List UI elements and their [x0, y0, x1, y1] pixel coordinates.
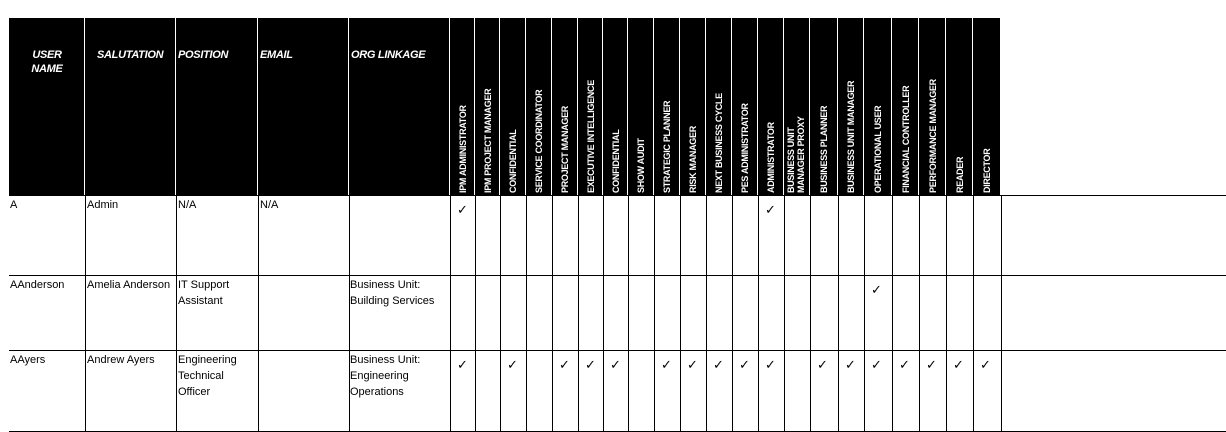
cell-username: AAnderson — [10, 279, 65, 291]
header-role-label: READER — [954, 156, 965, 193]
check-mark-icon: ✓ — [661, 357, 672, 372]
header-role — [578, 18, 603, 195]
grid-vline — [864, 195, 865, 431]
header-role — [919, 18, 946, 195]
header-role-label: CONFIDENTIAL — [508, 129, 518, 193]
grid-vline — [784, 195, 785, 431]
header-role — [784, 18, 810, 195]
header-role-label: EXECUTIVE INTELLIGENCE — [585, 80, 596, 193]
grid-vline — [578, 195, 579, 431]
header-salutation-label: SALUTATION — [97, 49, 164, 61]
header-position-label: POSITION — [178, 49, 229, 61]
header-role — [552, 18, 578, 195]
check-mark-icon: ✓ — [845, 357, 856, 372]
grid-vline — [973, 195, 974, 431]
check-mark-icon: ✓ — [765, 202, 776, 217]
check-mark-icon: ✓ — [687, 357, 698, 372]
header-role — [864, 18, 892, 195]
grid-hline — [9, 195, 1226, 196]
check-mark-icon: ✓ — [610, 357, 621, 372]
check-mark-icon: ✓ — [926, 357, 937, 372]
header-role-label: PERFORMANCE MANAGER — [927, 79, 938, 193]
grid-vline — [946, 195, 947, 431]
header-role-label: SHOW AUDIT — [636, 138, 646, 193]
header-username — [9, 18, 85, 195]
header-role-label: BUSINESS UNIT MANAGER — [846, 80, 856, 193]
header-role-label: OPERATIONAL USER — [873, 105, 883, 193]
grid-vline — [758, 195, 759, 431]
grid-vline — [603, 195, 604, 431]
grid-vline — [450, 195, 451, 431]
grid-vline — [654, 195, 655, 431]
grid-vline — [176, 195, 177, 431]
check-mark-icon: ✓ — [457, 202, 468, 217]
check-mark-icon: ✓ — [817, 357, 828, 372]
grid-vline — [706, 195, 707, 431]
cell-position: Engineering Technical Officer — [178, 354, 237, 398]
grid-hline — [9, 275, 1226, 276]
check-mark-icon: ✓ — [899, 357, 910, 372]
header-role-label: BUSINESS PLANNER — [819, 105, 829, 193]
grid-hline — [9, 350, 1226, 351]
cell-org: Business Unit: Engineering Operations — [350, 354, 421, 398]
header-role-label: IPM ADMINISTRATOR — [457, 105, 468, 193]
header-role — [628, 18, 654, 195]
header-role — [654, 18, 680, 195]
grid-vline — [85, 195, 86, 431]
header-role-label: PROJECT MANAGER — [560, 105, 570, 193]
grid-vline — [500, 195, 501, 431]
grid-vline — [732, 195, 733, 431]
header-role — [810, 18, 838, 195]
grid-vline — [680, 195, 681, 431]
header-role — [706, 18, 732, 195]
header-org — [349, 18, 450, 195]
check-mark-icon: ✓ — [507, 357, 518, 372]
header-role-label: DIRECTOR — [982, 148, 992, 193]
header-role — [680, 18, 706, 195]
grid-vline — [1001, 195, 1002, 431]
header-role-label: PES ADMINISTRATOR — [740, 103, 750, 193]
header-role-label: ADMINISTRATOR — [766, 122, 776, 193]
check-mark-icon: ✓ — [871, 357, 882, 372]
header-role-label: STRATEGIC PLANNER — [662, 100, 672, 193]
cell-salutation: Andrew Ayers — [87, 354, 155, 366]
cell-email: N/A — [260, 199, 279, 211]
grid-vline — [258, 195, 259, 431]
header-role — [892, 18, 919, 195]
header-role-label: FINANCIAL CONTROLLER — [900, 85, 911, 193]
check-mark-icon: ✓ — [980, 357, 991, 372]
grid-vline — [526, 195, 527, 431]
check-mark-icon: ✓ — [585, 357, 596, 372]
cell-position: IT Support Assistant — [178, 279, 230, 307]
grid-vline — [475, 195, 476, 431]
header-role — [450, 18, 475, 195]
check-mark-icon: ✓ — [953, 357, 964, 372]
cell-position: N/A — [178, 199, 197, 211]
header-role — [838, 18, 864, 195]
grid-vline — [810, 195, 811, 431]
header-org-label: ORG LINKAGE — [351, 49, 426, 61]
header-email-label: EMAIL — [260, 49, 293, 61]
check-mark-icon: ✓ — [871, 282, 882, 297]
cell-org: Business Unit: Building Services — [350, 279, 435, 307]
header-role-label: CONFIDENTIAL — [610, 129, 621, 193]
cell-username: AAyers — [10, 354, 46, 366]
check-mark-icon: ✓ — [765, 357, 776, 372]
cell-username: A — [10, 199, 18, 211]
header-salutation — [85, 18, 176, 195]
header-role — [475, 18, 500, 195]
header-role-label: RISK MANAGER — [688, 126, 698, 193]
check-mark-icon: ✓ — [739, 357, 750, 372]
check-mark-icon: ✓ — [713, 357, 724, 372]
header-position — [176, 18, 258, 195]
grid-vline — [552, 195, 553, 431]
header-role — [946, 18, 973, 195]
header-role-label: SERVICE COORDINATOR — [534, 89, 544, 193]
check-mark-icon: ✓ — [457, 357, 468, 372]
grid-vline — [838, 195, 839, 431]
check-mark-icon: ✓ — [559, 357, 570, 372]
header-role-label: NEXT BUSINESS CYCLE — [714, 93, 724, 193]
header-role — [526, 18, 552, 195]
header-role — [758, 18, 784, 195]
cell-salutation: Amelia Anderson — [87, 279, 171, 291]
header-role — [603, 18, 628, 195]
header-role — [973, 18, 1001, 195]
header-email — [258, 18, 349, 195]
cell-salutation: Admin — [87, 199, 119, 211]
grid-vline — [892, 195, 893, 431]
grid-vline — [919, 195, 920, 431]
header-role — [500, 18, 526, 195]
header-role — [732, 18, 758, 195]
header-role-label: IPM PROJECT MANAGER — [482, 88, 493, 193]
grid-vline — [628, 195, 629, 431]
header-role-label: BUSINESS UNIT MANAGER PROXY — [786, 116, 806, 193]
header-username-label: USER NAME — [31, 49, 63, 75]
